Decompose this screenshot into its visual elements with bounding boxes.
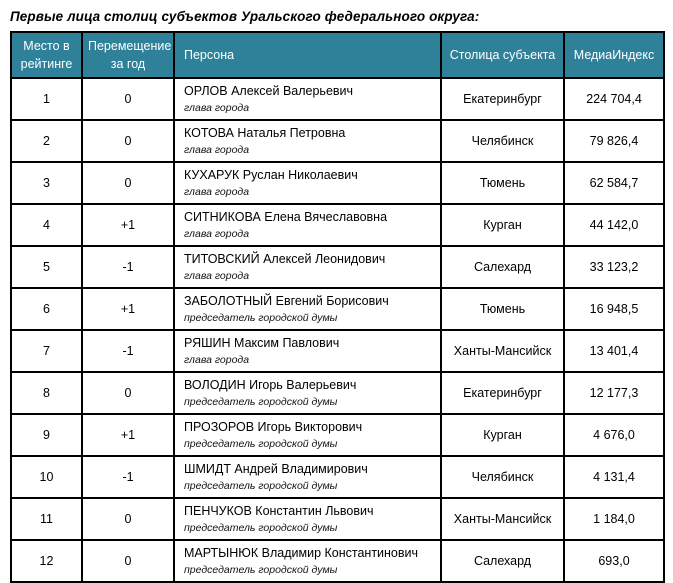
table-header: [11, 32, 664, 78]
index-cell: 16 948,5: [564, 288, 664, 330]
rank-cell: 12: [11, 540, 82, 582]
person-name: ЗАБОЛОТНЫЙ Евгений Борисович: [184, 293, 389, 308]
city-cell: Курган: [441, 414, 564, 456]
rank-cell: 8: [11, 372, 82, 414]
index-cell: 1 184,0: [564, 498, 664, 540]
person-name: КОТОВА Наталья Петровна: [184, 125, 346, 140]
change-cell: 0: [82, 372, 174, 414]
person-name: ШМИДТ Андрей Владимирович: [184, 461, 368, 476]
table-row: [11, 330, 664, 372]
table-row: [11, 288, 664, 330]
change-cell: 0: [82, 540, 174, 582]
header-row: [11, 32, 664, 78]
person-cell: [174, 288, 441, 330]
index-cell: 62 584,7: [564, 162, 664, 204]
person-cell: [174, 120, 441, 162]
change-cell: 0: [82, 78, 174, 120]
city-cell: Екатеринбург: [441, 372, 564, 414]
rating-table: [10, 31, 665, 583]
rank-cell: 10: [11, 456, 82, 498]
change-cell: +1: [82, 204, 174, 246]
table-row: [11, 540, 664, 582]
change-cell: +1: [82, 414, 174, 456]
table-row: [11, 78, 664, 120]
city-cell: Салехард: [441, 246, 564, 288]
rank-cell: 1: [11, 78, 82, 120]
rank-cell: 6: [11, 288, 82, 330]
person-cell: [174, 246, 441, 288]
index-cell: 44 142,0: [564, 204, 664, 246]
page-title: Первые лица столиц субъектов Уральского федерального округа:: [10, 9, 480, 24]
person-name: ТИТОВСКИЙ Алексей Леонидович: [184, 251, 386, 266]
table-row: [11, 414, 664, 456]
change-cell: 0: [82, 162, 174, 204]
person-name: ПРОЗОРОВ Игорь Викторович: [184, 419, 363, 434]
person-name: ПЕНЧУКОВ Константин Львович: [184, 503, 374, 518]
person-cell: [174, 204, 441, 246]
person-name: РЯШИН Максим Павлович: [184, 335, 340, 350]
city-cell: Салехард: [441, 540, 564, 582]
city-cell: Курган: [441, 204, 564, 246]
person-name: ВОЛОДИН Игорь Валерьевич: [184, 377, 357, 392]
rank-cell: 9: [11, 414, 82, 456]
header-person: Персона: [174, 32, 441, 78]
person-name: МАРТЫНЮК Владимир Константинович: [184, 545, 419, 560]
person-cell: [174, 162, 441, 204]
table-row: [11, 120, 664, 162]
change-cell: 0: [82, 120, 174, 162]
index-cell: 4 676,0: [564, 414, 664, 456]
rank-cell: 2: [11, 120, 82, 162]
index-cell: 33 123,2: [564, 246, 664, 288]
person-role: глава города: [184, 185, 250, 198]
city-cell: Екатеринбург: [441, 78, 564, 120]
person-role: глава города: [184, 353, 250, 366]
city-cell: Ханты-Мансийск: [441, 498, 564, 540]
person-role: председатель городской думы: [184, 437, 338, 450]
index-cell: 4 131,4: [564, 456, 664, 498]
header-index: МедиаИндекс: [564, 32, 664, 78]
person-role: председатель городской думы: [184, 479, 338, 492]
person-role: председатель городской думы: [184, 521, 338, 534]
person-name: СИТНИКОВА Елена Вячеславовна: [184, 209, 388, 224]
rank-cell: 7: [11, 330, 82, 372]
city-cell: Тюмень: [441, 162, 564, 204]
person-role: глава города: [184, 227, 250, 240]
person-cell: [174, 78, 441, 120]
person-name: ОРЛОВ Алексей Валерьевич: [184, 83, 354, 98]
person-role: глава города: [184, 101, 250, 114]
person-cell: [174, 372, 441, 414]
index-cell: 12 177,3: [564, 372, 664, 414]
table-row: [11, 372, 664, 414]
index-cell: 693,0: [564, 540, 664, 582]
person-cell: [174, 330, 441, 372]
person-cell: [174, 456, 441, 498]
table-row: [11, 456, 664, 498]
table-row: [11, 204, 664, 246]
person-role: председатель городской думы: [184, 563, 338, 576]
index-cell: 13 401,4: [564, 330, 664, 372]
person-role: глава города: [184, 269, 250, 282]
city-cell: Ханты-Мансийск: [441, 330, 564, 372]
change-cell: -1: [82, 330, 174, 372]
person-cell: [174, 414, 441, 456]
person-name: КУХАРУК Руслан Николаевич: [184, 167, 358, 182]
index-cell: 224 704,4: [564, 78, 664, 120]
header-change: Перемещение за год: [82, 32, 174, 78]
table-row: [11, 162, 664, 204]
city-cell: Челябинск: [441, 120, 564, 162]
table-row: [11, 498, 664, 540]
header-city: Столица субъекта: [441, 32, 564, 78]
table-row: [11, 246, 664, 288]
person-cell: [174, 540, 441, 582]
person-role: глава города: [184, 143, 250, 156]
change-cell: -1: [82, 246, 174, 288]
change-cell: +1: [82, 288, 174, 330]
index-cell: 79 826,4: [564, 120, 664, 162]
person-role: председатель городской думы: [184, 311, 338, 324]
person-role: председатель городской думы: [184, 395, 338, 408]
rank-cell: 4: [11, 204, 82, 246]
person-cell: [174, 498, 441, 540]
rank-cell: 5: [11, 246, 82, 288]
change-cell: 0: [82, 498, 174, 540]
rank-cell: 3: [11, 162, 82, 204]
change-cell: -1: [82, 456, 174, 498]
rank-cell: 11: [11, 498, 82, 540]
table-body: [11, 78, 664, 582]
city-cell: Челябинск: [441, 456, 564, 498]
header-rank: Место в рейтинге: [11, 32, 82, 78]
city-cell: Тюмень: [441, 288, 564, 330]
